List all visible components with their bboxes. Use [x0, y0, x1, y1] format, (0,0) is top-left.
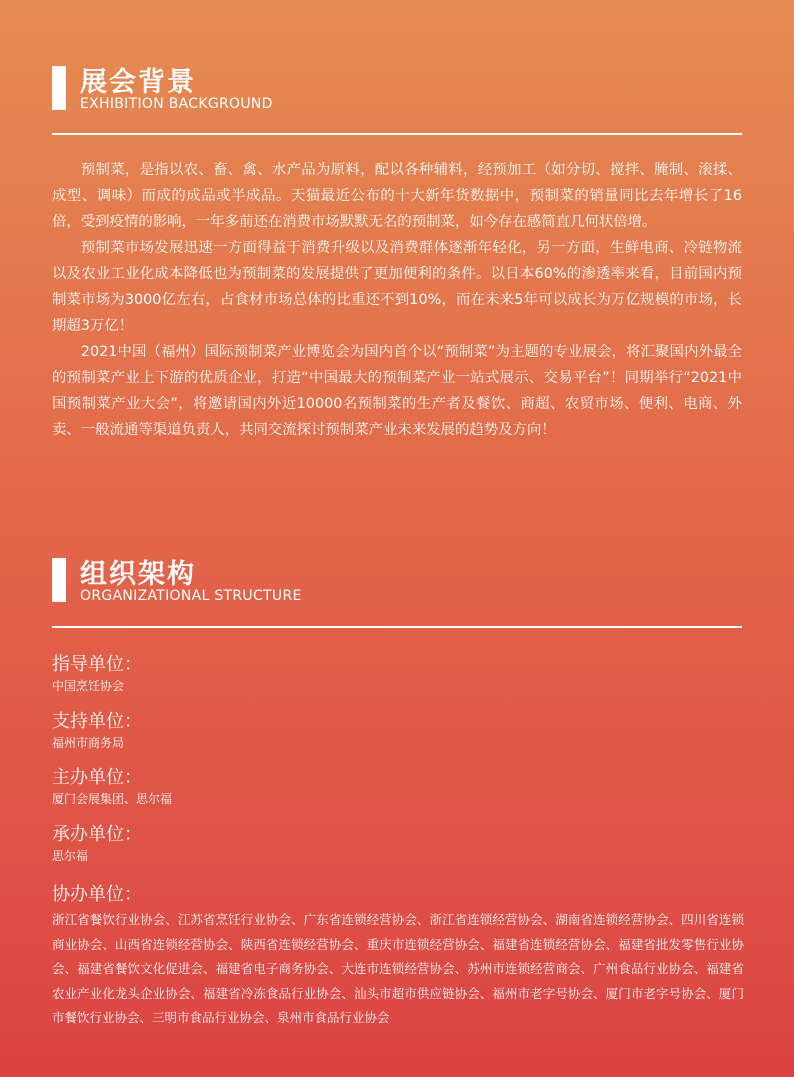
organization-subtitle: ORGANIZATIONAL STRUCTURE [80, 588, 302, 604]
guide-unit [52, 654, 744, 694]
background-paragraph: 2021中国（福州）国际预制菜产业博览会为国内首个以“预制菜”为主题的专业展会，将汇聚国内外最全的预制菜产业上下游的优质企业，打造“中国最大的预制菜产业一站式展示、交易平台”！同期举行“2021中国预制菜产业大会”，将邀请国内外近10000名预制菜的生产者及餐饮、商超、农贸市场、便利、电商、外卖、一般流通等渠道负责人，共同交流探讨预制菜产业未来发展的趋势及方向！ [52, 344, 742, 438]
support-unit [52, 711, 744, 751]
section-divider [52, 626, 742, 628]
background-title: 展会背景 [80, 67, 196, 98]
organizer-unit-label: 承办单位： [52, 824, 142, 845]
background-subtitle: EXHIBITION BACKGROUND [80, 96, 273, 112]
organizer-unit-value: 思尔福 [52, 849, 89, 863]
host-unit-label: 主办单位： [52, 767, 142, 788]
host-unit [52, 767, 744, 807]
support-unit-value: 福州市商务局 [52, 736, 125, 750]
organization-title: 组织架构 [80, 559, 196, 590]
background-body [52, 157, 742, 443]
background-paragraph: 预制菜市场发展迅速一方面得益于消费升级以及消费群体逐渐年轻化，另一方面，生鲜电商、冷链物流以及农业工业化成本降低也为预制菜的发展提供了更加便利的条件。以日本60%的渗透率来看，目前国内预制菜市场为3000亿左右，占食材市场总体的比重还不到10%，而在未来5年可以成长为万亿规模的市场，长期超3万亿！ [52, 240, 742, 334]
section-divider [52, 133, 742, 135]
co-unit-label: 协办单位： [52, 884, 142, 905]
support-unit-label: 支持单位： [52, 711, 142, 732]
co-unit-list: 浙江省餐饮行业协会、江苏省烹饪行业协会、广东省连锁经营协会、浙江省连锁经营协会、湖南省连锁经营协会、四川省连锁商业协会、山西省连锁经营协会、陕西省连锁经营协会、重庆市连锁经营协会、福建省连锁经营协会、福建省批发零售行业协会、福建省餐饮文化促进会、福建省电子商务协会、大连市连锁经营协会、苏州市连锁经营商会、广州食品行业协会、福建省农业产业化龙头企业协会、福建省冷冻食品行业协会、汕头市超市供应链协会、福州市老字号协会、厦门市老字号协会、厦门市餐饮行业协会、三明市食品行业协会、泉州市食品行业协会 [52, 912, 744, 1025]
co-unit [52, 884, 744, 906]
guide-unit-label: 指导单位： [52, 654, 142, 675]
guide-unit-value: 中国烹饪协会 [52, 679, 125, 693]
background-paragraph: 预制菜，是指以农、畜、禽、水产品为原料，配以各种辅料，经预加工（如分切、搅拌、腌制、滚揉、成型、调味）而成的成品或半成品。天猫最近公布的十大新年货数据中，预制菜的销量同比去年增长了16倍，受到疫情的影响，一年多前还在消费市场默默无名的预制菜，如今存在感简直几何状倍增。 [52, 162, 742, 230]
host-unit-value: 厦门会展集团、思尔福 [52, 792, 173, 806]
organizer-unit [52, 824, 744, 864]
section-marker-bar [52, 558, 66, 602]
section-marker-bar [52, 66, 66, 110]
